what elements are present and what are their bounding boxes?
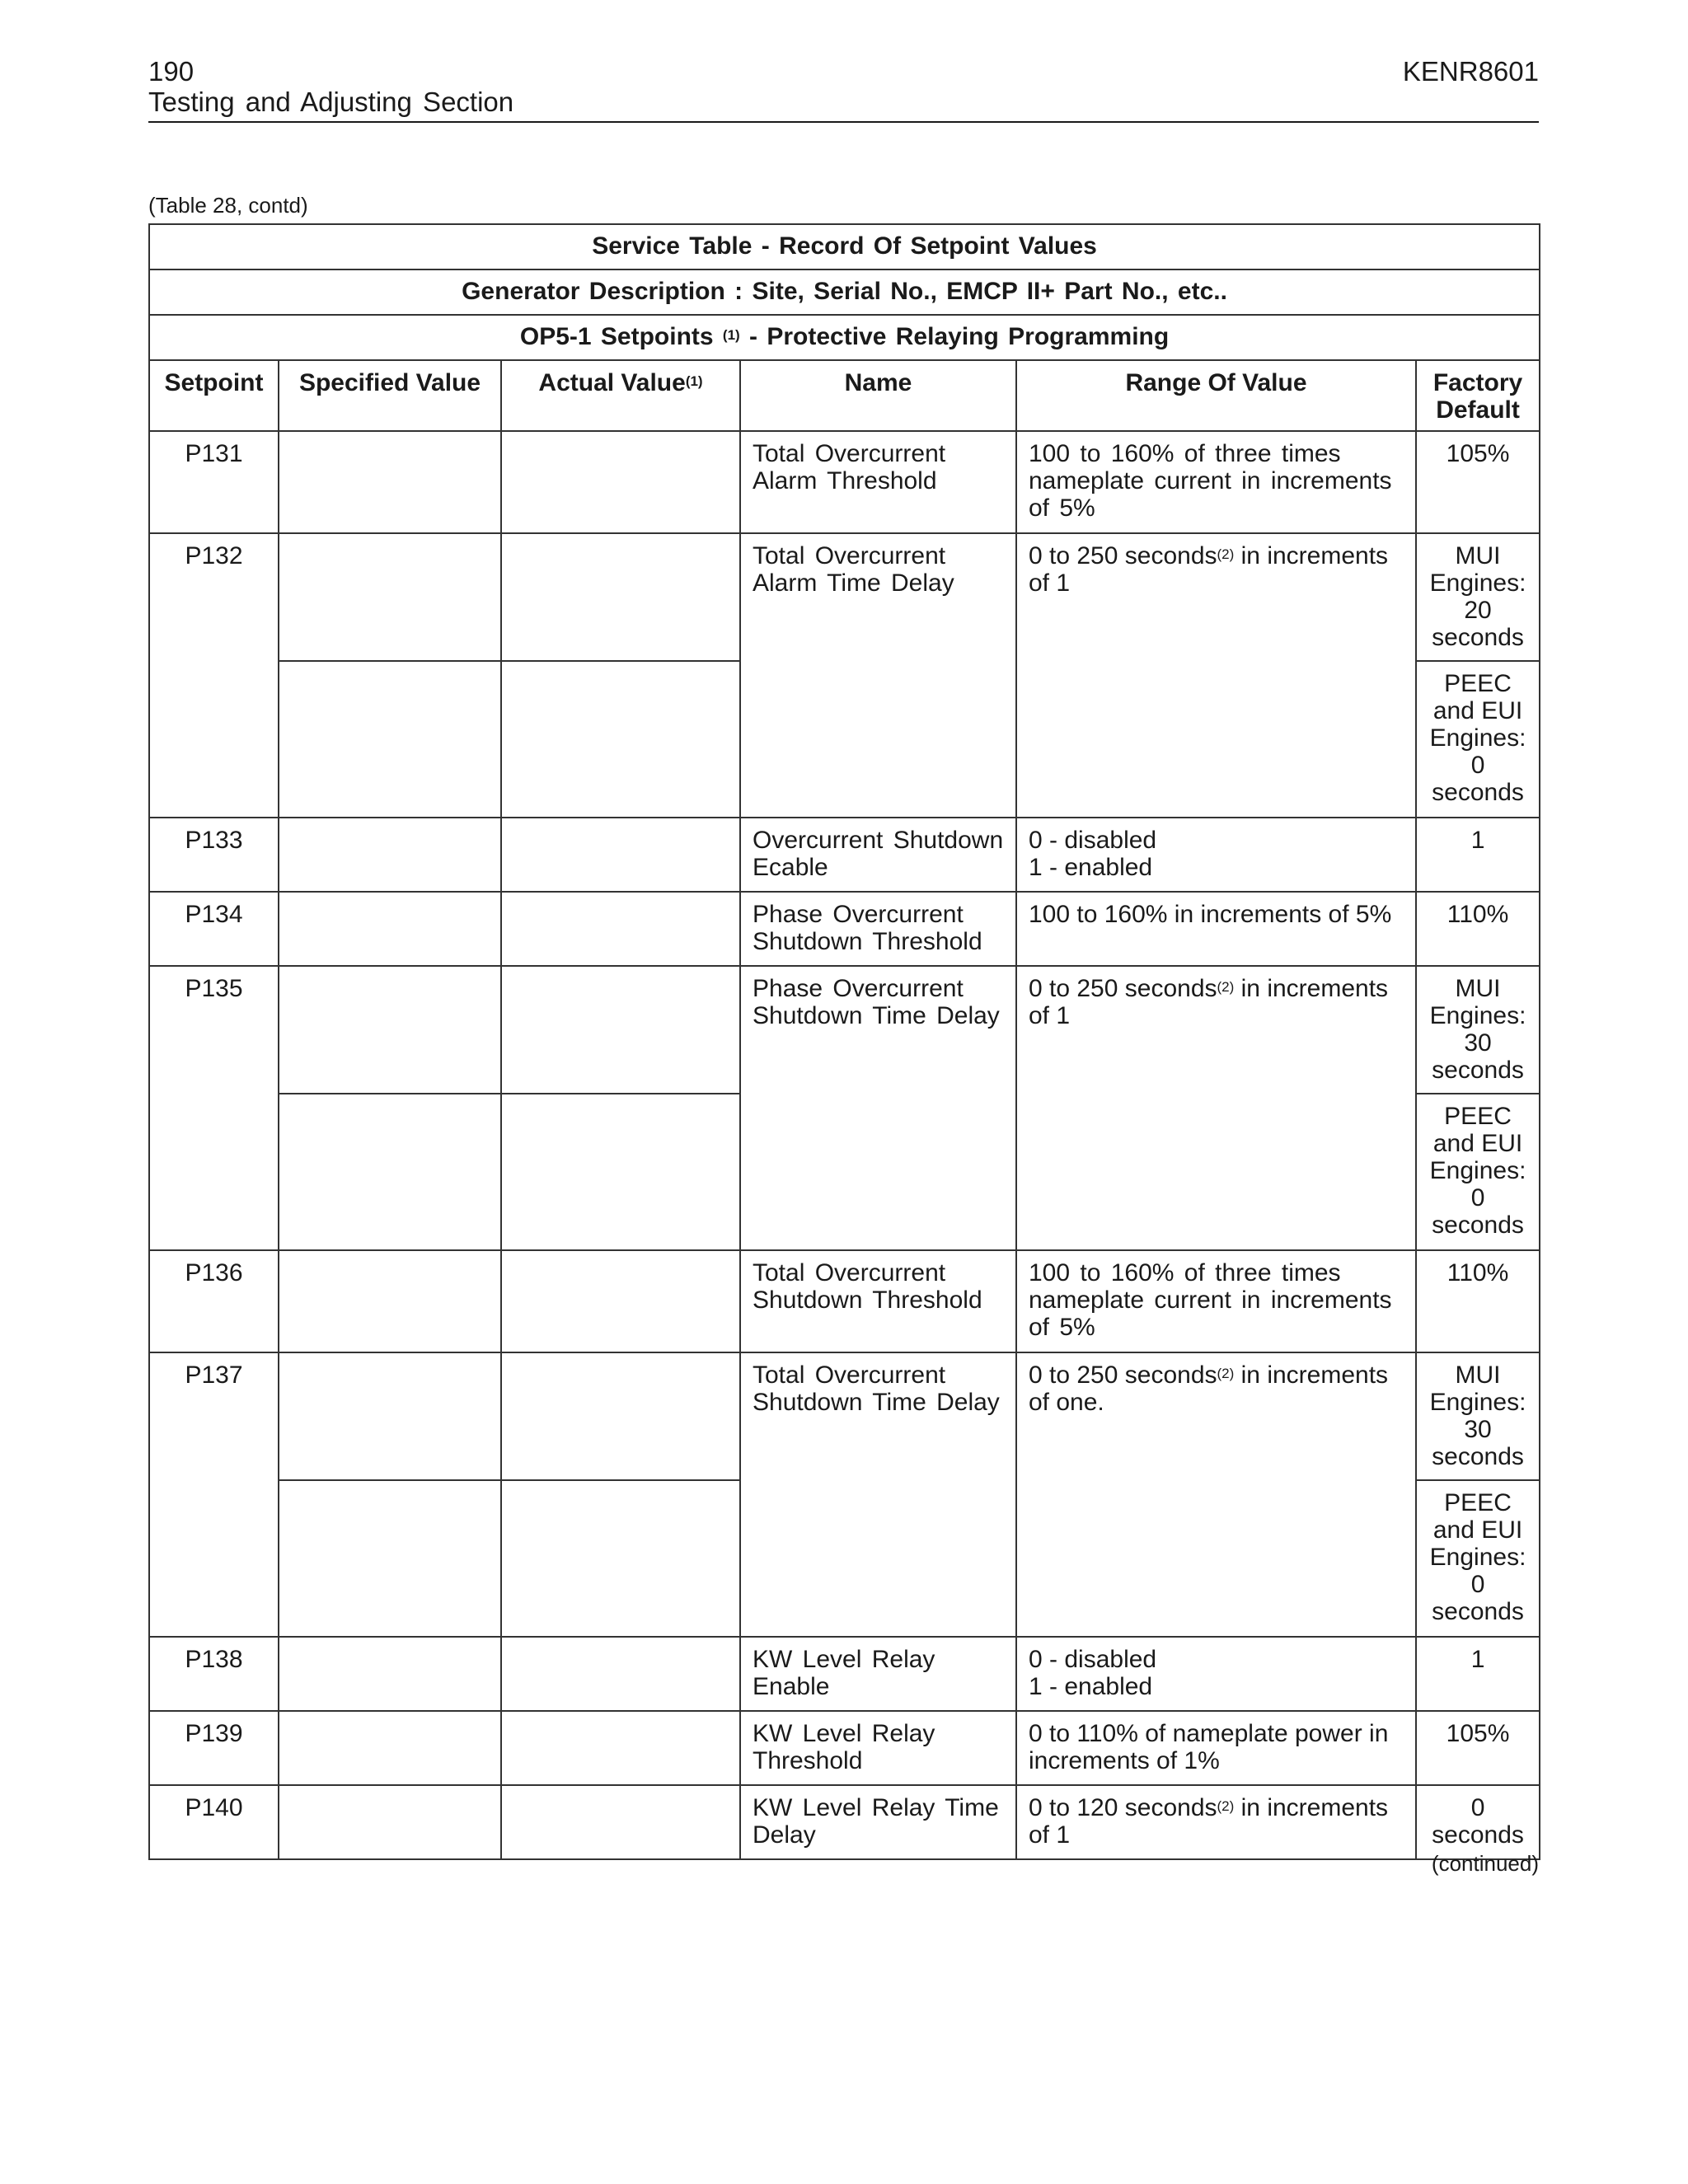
col-specified-value: Specified Value	[279, 360, 501, 431]
range-line: 0 - disabled	[1029, 827, 1157, 854]
name-cell: Overcurrent Shutdown Ecable	[740, 818, 1016, 892]
range-text: 0 to 250 seconds	[1029, 975, 1217, 1002]
actual-value-cell[interactable]	[501, 1094, 740, 1250]
range-text: 0 to 250 seconds	[1029, 1361, 1217, 1389]
setpoints-subtitle: - Protective Relaying Programming	[749, 323, 1170, 350]
name-cell: Phase Overcurrent Shutdown Threshold	[740, 892, 1016, 966]
table-row	[149, 1250, 1540, 1352]
setpoint-cell: P139	[149, 1711, 279, 1785]
actual-value-cell[interactable]	[501, 892, 740, 966]
setpoint-cell: P135	[149, 966, 279, 1250]
table-row	[149, 1785, 1540, 1859]
name-cell: Phase Overcurrent Shutdown Time Delay	[740, 966, 1016, 1250]
range-text: 0 to 120 seconds	[1029, 1794, 1217, 1821]
default-cell-mui: MUI Engines: 30 seconds	[1416, 1352, 1540, 1480]
table-row	[149, 892, 1540, 966]
range-line: 1 - enabled	[1029, 1673, 1153, 1700]
actual-value-cell[interactable]	[501, 661, 740, 818]
specified-value-cell[interactable]	[279, 661, 501, 818]
table-row	[149, 533, 1540, 661]
range-cell	[1016, 966, 1416, 1250]
actual-value-cell[interactable]	[501, 1637, 740, 1711]
table-row	[149, 1352, 1540, 1480]
default-cell-peec: PEEC and EUI Engines: 0 seconds	[1416, 661, 1540, 818]
default-cell: 105%	[1416, 1711, 1540, 1785]
default-cell: 0 seconds	[1416, 1785, 1540, 1859]
table-title: Service Table - Record Of Setpoint Values	[149, 224, 1540, 269]
specified-value-cell[interactable]	[279, 818, 501, 892]
default-cell-mui: MUI Engines: 30 seconds	[1416, 966, 1540, 1094]
footnote-ref: (1)	[685, 373, 703, 389]
section-title: Testing and Adjusting Section	[148, 87, 514, 117]
setpoints-title-row	[149, 315, 1540, 360]
default-cell: 1	[1416, 1637, 1540, 1711]
default-cell-mui: MUI Engines: 20 seconds	[1416, 533, 1540, 661]
setpoint-cell: P134	[149, 892, 279, 966]
col-factory-default: Factory Default	[1416, 360, 1540, 431]
continued-note: (continued)	[1431, 1851, 1539, 1876]
default-cell-peec: PEEC and EUI Engines: 0 seconds	[1416, 1094, 1540, 1250]
document-id: KENR8601	[1402, 56, 1539, 87]
specified-value-cell[interactable]	[279, 533, 501, 661]
setpoint-cell: P131	[149, 431, 279, 533]
table-caption: (Table 28, contd)	[148, 193, 308, 218]
specified-value-cell[interactable]	[279, 1352, 501, 1480]
header-rule	[148, 121, 1539, 123]
column-header-row	[149, 360, 1540, 431]
col-setpoint: Setpoint	[149, 360, 279, 431]
setpoint-cell: P136	[149, 1250, 279, 1352]
name-cell: Total Overcurrent Alarm Time Delay	[740, 533, 1016, 818]
range-cell	[1016, 1637, 1416, 1711]
name-cell: KW Level Relay Enable	[740, 1637, 1016, 1711]
actual-value-cell[interactable]	[501, 1480, 740, 1637]
table-row	[149, 1637, 1540, 1711]
footnote-ref: (2)	[1217, 1366, 1235, 1381]
specified-value-cell[interactable]	[279, 1480, 501, 1637]
name-cell: Total Overcurrent Shutdown Threshold	[740, 1250, 1016, 1352]
range-text: in increments of 1	[1029, 1794, 1389, 1849]
generator-description-row: Generator Description : Site, Serial No., EMCP II+ Part No., etc..	[149, 269, 1540, 315]
specified-value-cell[interactable]	[279, 1637, 501, 1711]
range-line: 1 - enabled	[1029, 854, 1153, 881]
actual-value-cell[interactable]	[501, 1352, 740, 1480]
actual-value-cell[interactable]	[501, 1785, 740, 1859]
actual-value-cell[interactable]	[501, 431, 740, 533]
table-row	[149, 966, 1540, 1094]
range-line: 0 - disabled	[1029, 1646, 1157, 1673]
range-cell	[1016, 1785, 1416, 1859]
actual-value-label: Actual Value	[538, 369, 686, 396]
col-name: Name	[740, 360, 1016, 431]
range-text: in increments of 1	[1029, 542, 1389, 597]
default-cell: 105%	[1416, 431, 1540, 533]
specified-value-cell[interactable]	[279, 431, 501, 533]
range-cell	[1016, 1352, 1416, 1637]
table-row	[149, 431, 1540, 533]
name-cell: KW Level Relay Time Delay	[740, 1785, 1016, 1859]
actual-value-cell[interactable]	[501, 1250, 740, 1352]
range-text: 0 to 250 seconds	[1029, 542, 1217, 569]
name-cell: Total Overcurrent Shutdown Time Delay	[740, 1352, 1016, 1637]
range-cell: 100 to 160% in increments of 5%	[1016, 892, 1416, 966]
default-cell-peec: PEEC and EUI Engines: 0 seconds	[1416, 1480, 1540, 1637]
specified-value-cell[interactable]	[279, 1711, 501, 1785]
range-text: in increments of one.	[1029, 1361, 1389, 1416]
range-cell	[1016, 818, 1416, 892]
specified-value-cell[interactable]	[279, 892, 501, 966]
range-cell	[1016, 533, 1416, 818]
range-text: in increments of 1	[1029, 975, 1389, 1029]
setpoint-cell: P133	[149, 818, 279, 892]
actual-value-cell[interactable]	[501, 966, 740, 1094]
default-cell: 110%	[1416, 1250, 1540, 1352]
setpoint-cell: P137	[149, 1352, 279, 1637]
actual-value-cell[interactable]	[501, 818, 740, 892]
setpoint-cell: P132	[149, 533, 279, 818]
setpoint-cell: P138	[149, 1637, 279, 1711]
table-row	[149, 818, 1540, 892]
setpoint-cell: P140	[149, 1785, 279, 1859]
page-number: 190	[148, 56, 195, 87]
table-row	[149, 1711, 1540, 1785]
footnote-ref: (2)	[1217, 1798, 1235, 1814]
actual-value-cell[interactable]	[501, 1711, 740, 1785]
footnote-ref: (1)	[722, 327, 740, 343]
footnote-ref: (2)	[1217, 546, 1235, 562]
range-cell: 0 to 110% of nameplate power in increments of 1%	[1016, 1711, 1416, 1785]
footnote-ref: (2)	[1217, 979, 1235, 995]
default-cell: 1	[1416, 818, 1540, 892]
col-actual-value	[501, 360, 740, 431]
specified-value-cell[interactable]	[279, 966, 501, 1094]
range-cell: 100 to 160% of three times nameplate current in increments of 5%	[1016, 431, 1416, 533]
col-range: Range Of Value	[1016, 360, 1416, 431]
setpoints-label: OP5-1 Setpoints	[519, 323, 714, 350]
name-cell: Total Overcurrent Alarm Threshold	[740, 431, 1016, 533]
range-cell: 100 to 160% of three times nameplate current in increments of 5%	[1016, 1250, 1416, 1352]
specified-value-cell[interactable]	[279, 1094, 501, 1250]
specified-value-cell[interactable]	[279, 1250, 501, 1352]
setpoint-service-table	[148, 223, 1540, 1860]
default-cell: 110%	[1416, 892, 1540, 966]
actual-value-cell[interactable]	[501, 533, 740, 661]
name-cell: KW Level Relay Threshold	[740, 1711, 1016, 1785]
specified-value-cell[interactable]	[279, 1785, 501, 1859]
